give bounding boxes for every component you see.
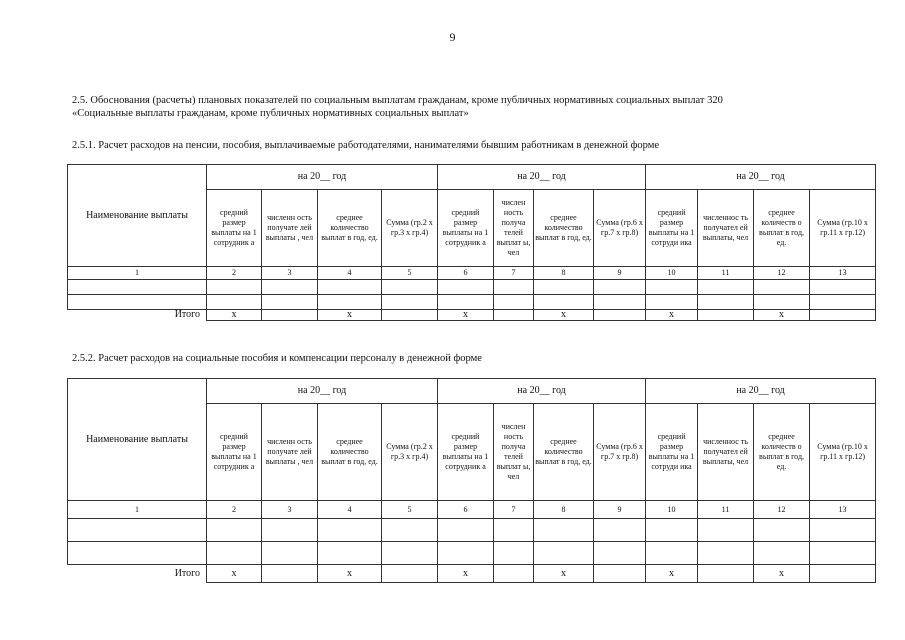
table-cell[interactable] [810, 295, 876, 310]
table-cell[interactable] [698, 542, 754, 565]
table-cell[interactable] [262, 280, 318, 295]
table-row [68, 519, 876, 542]
payment-name-header: Наименование выплаты [68, 165, 207, 267]
column-header: средний размер выплаты на 1 сотрудник а [438, 190, 494, 267]
column-header: средний размер выплаты на 1 сотрудник а [207, 190, 262, 267]
column-number: 5 [382, 267, 438, 280]
column-number: 2 [207, 267, 262, 280]
table-cell[interactable] [438, 295, 494, 310]
column-number: 12 [754, 501, 810, 519]
table-cell[interactable] [207, 295, 262, 310]
column-number: 11 [698, 267, 754, 280]
column-header: Сумма (гр.10 х гр.11 х гр.12) [810, 404, 876, 501]
year-group-header: на 20__ год [207, 379, 438, 404]
column-header: среднее количеств о выплат в год, ед. [754, 404, 810, 501]
subsection-2-title: 2.5.2. Расчет расходов на социальные пособия и компенсации персоналу в денежной форме [72, 353, 482, 364]
total-cell: x [646, 565, 698, 583]
total-cell: x [318, 565, 382, 583]
column-header: Сумма (гр.6 х гр.7 х гр.8) [594, 190, 646, 267]
table-cell[interactable] [698, 295, 754, 310]
total-cell[interactable] [810, 310, 876, 321]
column-number: 13 [810, 501, 876, 519]
column-number: 13 [810, 267, 876, 280]
table-cell[interactable] [494, 519, 534, 542]
table-cell[interactable] [594, 280, 646, 295]
table-cell[interactable] [68, 295, 207, 310]
total-cell[interactable] [262, 310, 318, 321]
table-cell[interactable] [262, 542, 318, 565]
pensions-calculation-table [67, 164, 876, 321]
column-number: 4 [318, 501, 382, 519]
column-number: 9 [594, 501, 646, 519]
column-header: средний размер выплаты на 1 сотруди ика [646, 190, 698, 267]
page-number: 9 [449, 30, 456, 44]
table-cell[interactable] [754, 280, 810, 295]
column-header: среднее количество выплат в год, ед. [534, 404, 594, 501]
column-header: числен ность получа телей выплат ы, чел [494, 190, 534, 267]
total-cell: x [207, 565, 262, 583]
column-header: численн ость получате лей выплаты , чел [262, 404, 318, 501]
column-number: 2 [207, 501, 262, 519]
year-group-header: на 20__ год [646, 379, 876, 404]
section-heading-line-1: 2.5. Обоснования (расчеты) плановых показателей по социальным выплатам гражданам, кроме публичных нормативных социальных выплат 320 [72, 95, 723, 106]
table-cell[interactable] [698, 519, 754, 542]
table-cell[interactable] [754, 542, 810, 565]
column-header: численнос ть получател ей выплаты, чел [698, 404, 754, 501]
total-cell: x [207, 310, 262, 321]
column-number: 9 [594, 267, 646, 280]
total-cell[interactable] [594, 310, 646, 321]
column-header: среднее количество выплат в год, ед. [318, 190, 382, 267]
total-cell: x [318, 310, 382, 321]
table-row [68, 295, 876, 310]
total-cell[interactable] [494, 310, 534, 321]
total-cell[interactable] [810, 565, 876, 583]
column-number: 8 [534, 267, 594, 280]
table-cell[interactable] [382, 295, 438, 310]
column-number: 3 [262, 501, 318, 519]
column-header: средний размер выплаты на 1 сотрудник а [438, 404, 494, 501]
column-number: 12 [754, 267, 810, 280]
column-number-row [68, 267, 876, 280]
table-cell[interactable] [646, 519, 698, 542]
table-cell[interactable] [207, 542, 262, 565]
table-cell[interactable] [68, 542, 207, 565]
column-header: Сумма (гр.10 х гр.11 х гр.12) [810, 190, 876, 267]
table-cell[interactable] [698, 280, 754, 295]
column-header: средний размер выплаты на 1 сотруди ика [646, 404, 698, 501]
year-group-header: на 20__ год [207, 165, 438, 190]
table-cell[interactable] [382, 280, 438, 295]
column-header: Сумма (гр.2 х гр.3 х гр.4) [382, 190, 438, 267]
column-number: 5 [382, 501, 438, 519]
column-header: Сумма (гр.2 х гр.3 х гр.4) [382, 404, 438, 501]
table-cell[interactable] [494, 542, 534, 565]
table-cell[interactable] [318, 295, 382, 310]
table-cell[interactable] [646, 295, 698, 310]
column-header: среднее количеств о выплат в год, ед. [754, 190, 810, 267]
column-number: 1 [68, 501, 207, 519]
total-cell[interactable] [698, 310, 754, 321]
column-number: 7 [494, 501, 534, 519]
table-cell[interactable] [754, 519, 810, 542]
total-cell: x [438, 310, 494, 321]
total-cell: x [754, 565, 810, 583]
year-group-header: на 20__ год [438, 379, 646, 404]
table-cell[interactable] [646, 280, 698, 295]
table-row [68, 280, 876, 295]
table-cell[interactable] [594, 519, 646, 542]
table-cell[interactable] [68, 519, 207, 542]
table-cell[interactable] [534, 519, 594, 542]
column-header: численнос ть получател ей выплаты, чел [698, 190, 754, 267]
table-cell[interactable] [438, 542, 494, 565]
table-cell[interactable] [262, 295, 318, 310]
total-row [68, 565, 876, 583]
column-number: 8 [534, 501, 594, 519]
table-cell[interactable] [534, 280, 594, 295]
year-group-header: на 20__ год [646, 165, 876, 190]
total-row [68, 310, 876, 321]
total-cell[interactable] [594, 565, 646, 583]
table-cell[interactable] [534, 542, 594, 565]
total-cell: x [534, 565, 594, 583]
table-cell[interactable] [318, 542, 382, 565]
column-number: 6 [438, 501, 494, 519]
total-label: Итого [174, 567, 200, 579]
table-cell[interactable] [207, 280, 262, 295]
column-header: Сумма (гр.6 х гр.7 х гр.8) [594, 404, 646, 501]
total-cell[interactable] [698, 565, 754, 583]
table-cell[interactable] [594, 542, 646, 565]
table-cell[interactable] [534, 295, 594, 310]
column-number: 7 [494, 267, 534, 280]
table-cell[interactable] [494, 280, 534, 295]
column-number: 1 [68, 267, 207, 280]
column-header: среднее количество выплат в год, ед. [318, 404, 382, 501]
table-cell[interactable] [262, 519, 318, 542]
column-number: 6 [438, 267, 494, 280]
total-cell: x [754, 310, 810, 321]
table-cell[interactable] [810, 542, 876, 565]
column-number: 10 [646, 267, 698, 280]
table-cell[interactable] [438, 280, 494, 295]
table-cell[interactable] [494, 295, 534, 310]
column-header: среднее количество выплат в год, ед. [534, 190, 594, 267]
column-header: численн ость получате лей выплаты , чел [262, 190, 318, 267]
column-number: 4 [318, 267, 382, 280]
total-cell[interactable] [382, 565, 438, 583]
subsection-1-title: 2.5.1. Расчет расходов на пенсии, пособия, выплачиваемые работодателями, нанимателями бывшим работникам в денежной форме [72, 140, 660, 151]
total-cell: x [438, 565, 494, 583]
table-cell[interactable] [810, 280, 876, 295]
column-number: 3 [262, 267, 318, 280]
column-number: 11 [698, 501, 754, 519]
table-cell[interactable] [318, 280, 382, 295]
table-cell[interactable] [438, 519, 494, 542]
table-cell[interactable] [754, 295, 810, 310]
total-cell: x [646, 310, 698, 321]
table-cell[interactable] [318, 519, 382, 542]
table-cell[interactable] [810, 519, 876, 542]
table-row [68, 542, 876, 565]
total-cell[interactable] [382, 310, 438, 321]
total-cell[interactable] [494, 565, 534, 583]
table-cell[interactable] [594, 295, 646, 310]
table-cell[interactable] [68, 280, 207, 295]
column-number: 10 [646, 501, 698, 519]
table-cell[interactable] [646, 542, 698, 565]
table-cell[interactable] [382, 542, 438, 565]
social-benefits-calculation-table [67, 378, 876, 583]
section-heading-line-2: «Социальные выплаты гражданам, кроме публичных нормативных социальных выплат» [72, 108, 469, 119]
payment-name-header: Наименование выплаты [68, 379, 207, 501]
section-heading [72, 94, 832, 120]
table-cell[interactable] [382, 519, 438, 542]
table-cell[interactable] [207, 519, 262, 542]
total-cell[interactable] [262, 565, 318, 583]
total-cell: x [534, 310, 594, 321]
column-header: числен ность получа телей выплат ы, чел [494, 404, 534, 501]
column-header: средний размер выплаты на 1 сотрудник а [207, 404, 262, 501]
total-label: Итого [174, 309, 200, 321]
column-number-row [68, 501, 876, 519]
year-group-header: на 20__ год [438, 165, 646, 190]
